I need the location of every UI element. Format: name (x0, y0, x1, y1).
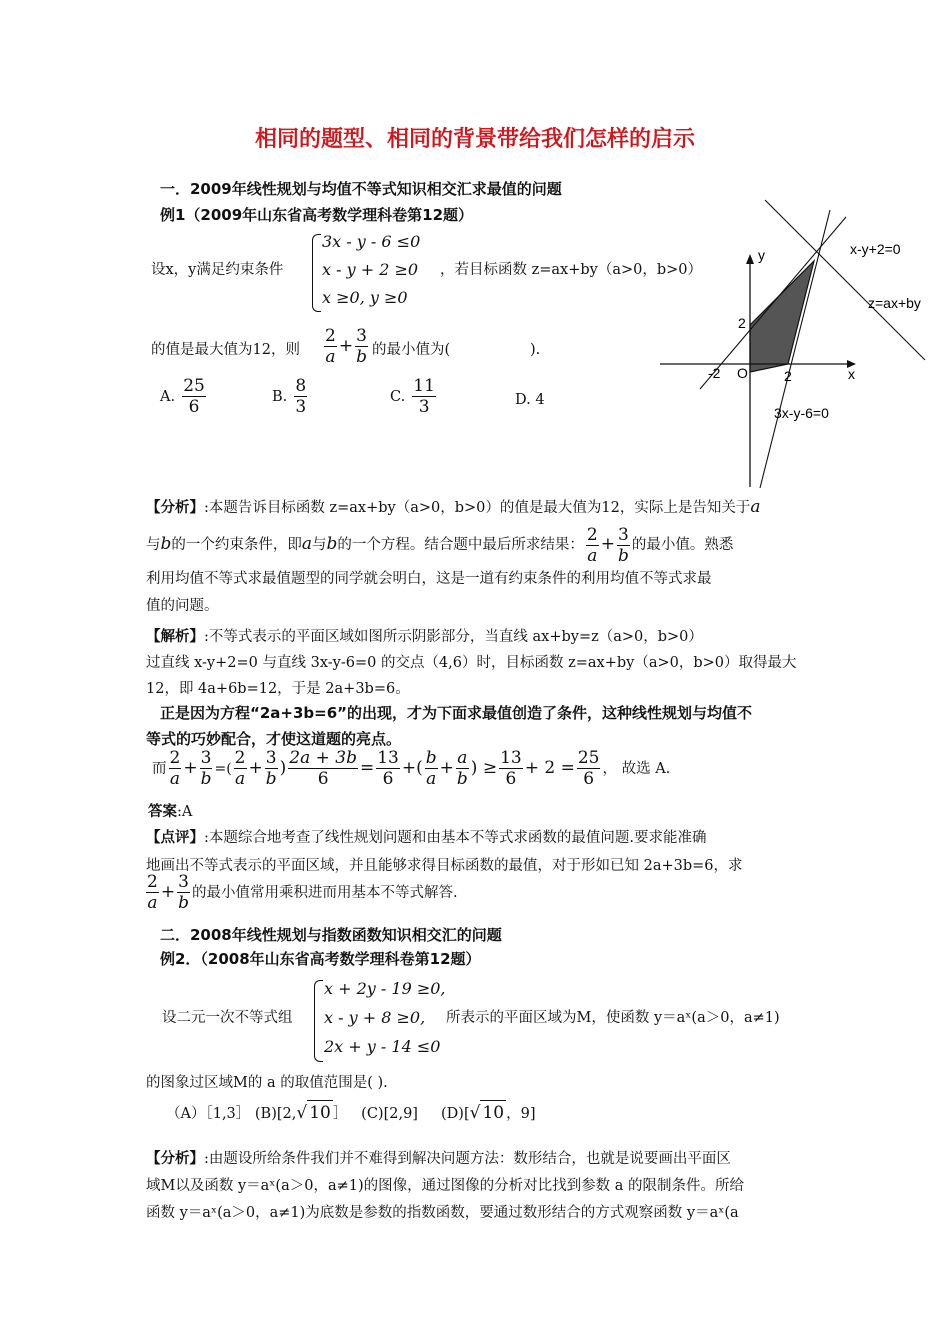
example-2-question: 的图象过区域M的 a 的取值范围是( ). (146, 1075, 388, 1091)
example-2-options: （A）［1,3］ (B)[2,√ 10 ］ (C)[2,9] (D)[√ 10 ，9] (166, 1100, 536, 1126)
system-line-2: x - y + 8 ≥0, (324, 1008, 426, 1027)
section-2-heading: 二．2008年线性规划与指数函数知识相交汇的问题 (160, 926, 502, 944)
option-d: D. 4 (515, 392, 545, 408)
fraction-2-over-a: $\frac{2}{a}$ (325, 326, 336, 367)
question-expression: $\frac{2}{a}$ + $\frac{3}{b}$ (325, 326, 367, 367)
constraint-line-2: x - y + 2 ≥0 (322, 260, 419, 279)
feasible-region (750, 261, 814, 372)
page-title: 相同的题型、相同的背景带给我们怎样的启示 (254, 127, 695, 152)
x-axis-label: x (848, 366, 855, 382)
x2-label: 2 (784, 368, 792, 384)
option-a: A. $\frac{25}{6}$ (160, 376, 205, 417)
example-1-heading: 例1（2009年山东省高考数学理科卷第12题） (160, 206, 474, 224)
objective-text: ，若目标函数 z=ax+by（a>0，b>0） (440, 262, 703, 278)
option-b: B. $\frac{8}{3}$ (272, 376, 307, 417)
constraint-brace (312, 234, 321, 312)
constraint-line-1: 3x - y - 6 ≤0 (322, 232, 421, 251)
constraint-line-3: x ≥0, y ≥0 (322, 288, 408, 307)
question-suffix: 的最小值为( (372, 342, 451, 358)
analysis-1: 【分析】:本题告诉目标函数 z=ax+by（a>0，b>0）的值是最大值为12，实际上是告知关于a 与b的一个约束条件，即a与b的一个方程。结合题中最后所求结果： $\frac{2}{a}$ + $\frac{3}{b}$ 的最小值。熟悉 利用均值不等式求最值题型的同学就会明白，这是一道有约束条件的利用均值不等式求最 值的问题。 (146, 497, 761, 614)
system-line-3: 2x + y - 14 ≤0 (324, 1037, 441, 1056)
y-axis-label: y (758, 247, 765, 263)
system-after: 所表示的平面区域为M，使函数 y＝aˣ(a＞0，a≠1) (446, 1010, 780, 1026)
solution-1: 【解析】:不等式表示的平面区域如图所示阴影部分，当直线 ax+by=z（a>0，b>0） 过直线 x-y+2=0 与直线 3x-y-6=0 的交点（4,6）时，目标函数 z=ax+by（a>0，b>0）取得最大 12，即 4a+6b=12，于是 2a+3b=6。 (146, 629, 797, 697)
feasible-region-graph (650, 192, 940, 492)
analysis-2: 【分析】:由题设所给条件我们并不难得到解决问题方法：数形结合，也就是说要画出平面区 域M以及函数 y＝aˣ(a＞0，a≠1)的图像，通过图像的分析对比找到参数 a 的限制条件。所给 函数 y＝aˣ(a＞0，a≠1)为底数是参数的指数函数，要通过数形结合的方式观察函数 y＝aˣ(a (146, 1151, 745, 1221)
comment-1-line-3: $\frac{2}{a}$ + $\frac{3}{b}$ 的最小值常用乘积进而用基本不等式解答. (147, 872, 458, 913)
highlight-line-1: 正是因为方程“2a+3b=6”的出现，才为下面求最值创造了条件，这种线性规划与均值不 (160, 704, 753, 722)
section-1-heading: 一．2009年线性规划与均值不等式知识相交汇求最值的问题 (160, 180, 562, 198)
question-prefix: 的值是最大值为12，则 (151, 342, 300, 358)
highlight-line-2: 等式的巧妙配合，才使这道题的亮点。 (146, 730, 402, 748)
y-axis-arrow (746, 254, 754, 264)
comment-1: 【点评】:本题综合地考查了线性规划问题和由基本不等式求函数的最值问题.要求能准确 地画出不等式表示的平面区域，并且能够求得目标函数的最值，对于形如已知 2a+3b=6，求 (146, 830, 743, 874)
question-end: ). (530, 342, 541, 358)
line3-label: 3x-y-6=0 (774, 405, 829, 421)
answer-1: 答案:A (148, 804, 193, 820)
line1-label: x-y+2=0 (850, 241, 901, 257)
calculation-line: 而 $\frac{2}{a}$ + $\frac{3}{b}$ =( $\frac{2}{a}$ + $\frac{3}{b}$ ) $\frac{2a + 3b}{6}$ = $\frac{13}{6}$ +( $\frac{b}{a}$ + $\frac{a}{b}$ ) ≥ $\frac{13}{6}$ + 2 = $\frac{25}{6}$ ， 故选 A. (152, 748, 671, 789)
neg2-label: -2 (708, 365, 721, 381)
example-2-heading: 例2．（2008年山东省高考数学理科卷第12题） (160, 950, 481, 968)
system-line-1: x + 2y - 19 ≥0, (324, 979, 446, 998)
option-c: C. $\frac{11}{3}$ (390, 376, 435, 417)
system-lead: 设二元一次不等式组 (162, 1010, 293, 1026)
origin-label: O (737, 365, 748, 381)
y2-label: 2 (738, 315, 746, 331)
constraint-lead: 设x，y满足约束条件 (151, 262, 284, 278)
line2-label: z=ax+by (868, 295, 921, 311)
fraction-3-over-b: $\frac{3}{b}$ (356, 326, 367, 367)
system-brace (314, 980, 323, 1062)
